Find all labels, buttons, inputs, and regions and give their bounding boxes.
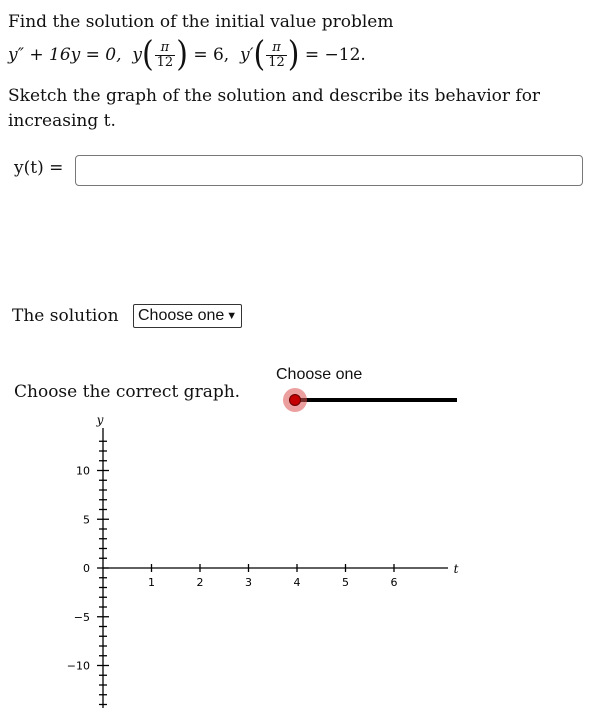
slider-label: Choose one (276, 366, 363, 383)
select-value: Choose one (138, 307, 225, 324)
y-tick-label: 10 (76, 464, 90, 478)
x-tick-label: 5 (342, 576, 349, 589)
x-axis-label: t (453, 562, 459, 576)
ic2-argument: $\frac{\pi}{12}$ (268, 39, 285, 70)
y-tick-label: −5 (73, 610, 90, 624)
ic2-func: y′ (240, 45, 254, 65)
right-paren: ) (176, 34, 188, 75)
choose-graph-label: Choose the correct graph. (14, 382, 241, 402)
ic1-func: y (132, 45, 142, 65)
x-tick-label: 1 (148, 576, 155, 589)
y-tick-label: 0 (83, 562, 90, 575)
ic1-argument: $\frac{\pi}{12}$ (156, 39, 174, 70)
left-paren: ( (253, 34, 266, 75)
ic2-rhs: = −12. (304, 45, 366, 65)
ode-text: y″ + 16y = 0, (8, 45, 122, 65)
x-tick-label: 2 (196, 576, 204, 589)
left-paren: ( (141, 34, 154, 75)
right-paren: ) (287, 34, 300, 75)
sketch-instructions: Sketch the graph of the solution and describe its behavior for increasing t. (8, 86, 541, 131)
x-tick-label: 3 (245, 576, 252, 589)
answer-label: y(t) = (14, 158, 64, 178)
ic1-rhs: = 6, (193, 45, 230, 65)
x-tick-label: 6 (390, 576, 398, 589)
y-axis-label: y (96, 413, 104, 427)
y-tick-label: 5 (83, 513, 90, 527)
chevron-down-icon: ▼ (226, 310, 238, 322)
solution-label: The solution (12, 306, 119, 326)
problem-intro: Find the solution of the initial value problem (8, 12, 394, 32)
y-tick-label: −10 (66, 659, 90, 673)
x-tick-label: 4 (293, 576, 301, 589)
